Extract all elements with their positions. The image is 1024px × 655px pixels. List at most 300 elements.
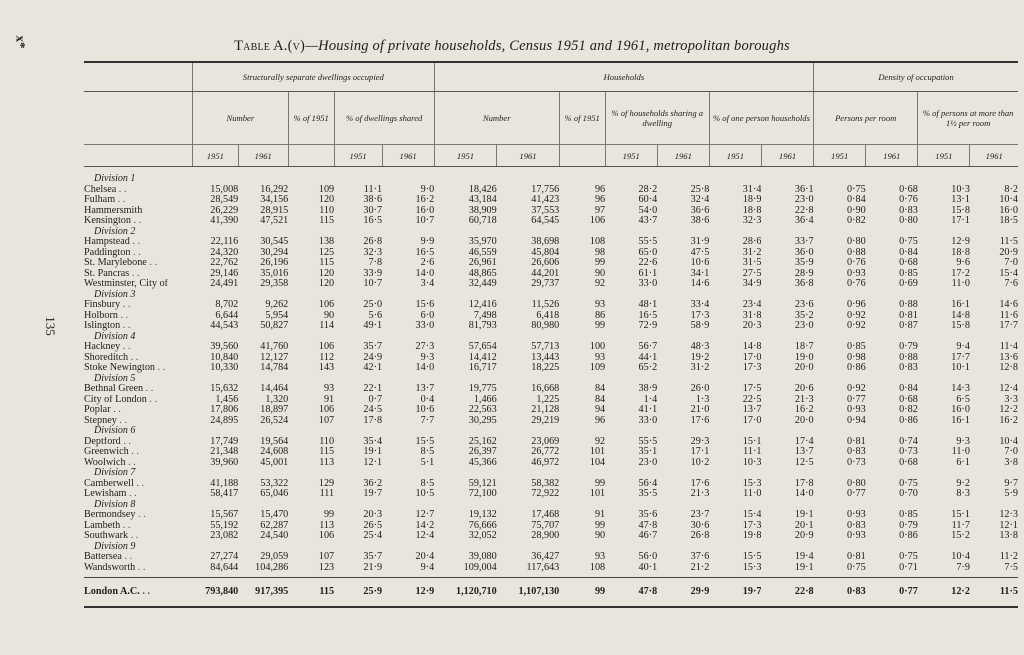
row-label	[84, 353, 192, 364]
leader-dots: . .	[132, 247, 141, 258]
value-cell: 12·4	[999, 384, 1018, 394]
value-cell: 0·76	[847, 279, 866, 289]
value-cell: 0·4	[420, 394, 435, 405]
value-cell: 99	[594, 258, 606, 268]
value-cell: 36·6	[690, 205, 710, 216]
value-cell: 9·4	[956, 342, 970, 352]
header-year: 1951	[605, 145, 657, 167]
value-cell: 7·5	[1004, 562, 1018, 573]
value-cell: 15·5	[415, 436, 435, 447]
value-cell: 44,201	[531, 268, 560, 279]
division-heading: Division 8	[94, 499, 136, 510]
value-cell: 0·68	[899, 457, 918, 468]
value-cell: 108	[589, 237, 606, 247]
value-cell: 31·2	[742, 247, 762, 258]
value-cell: 15·8	[951, 321, 970, 331]
leader-dots: . .	[128, 489, 137, 499]
header-year-blank	[559, 145, 605, 167]
value-cell: 17·5	[742, 384, 762, 394]
value-cell: 20·4	[415, 552, 435, 562]
value-cell: 58,382	[531, 478, 560, 489]
value-cell: 104,286	[255, 562, 289, 573]
value-cell: 34,156	[260, 195, 289, 205]
value-cell: 41·1	[638, 405, 658, 415]
value-cell: 106	[318, 405, 335, 415]
value-cell: 0·83	[814, 578, 866, 608]
division-heading-row	[84, 500, 1018, 511]
borough-row	[84, 195, 1018, 206]
value-cell: 0·81	[847, 436, 866, 447]
value-cell: 10·2	[690, 457, 710, 468]
value-cell: 0·76	[899, 195, 918, 205]
value-cell: 16·0	[951, 405, 970, 415]
value-cell: 9·3	[956, 436, 970, 447]
value-cell: 29,146	[210, 268, 239, 279]
value-cell: 2·6	[420, 258, 435, 268]
header-pct-shared: % of dwellings shared	[334, 92, 434, 145]
value-cell: 59,121	[468, 478, 497, 489]
value-cell: 47,521	[260, 216, 289, 226]
row-label	[84, 395, 192, 406]
header-year-blank	[288, 145, 334, 167]
row-label	[84, 185, 192, 196]
value-cell: 14·8	[951, 310, 970, 321]
borough-row	[84, 489, 1018, 500]
borough-name: Lewisham	[84, 489, 127, 499]
value-cell: 10·7	[363, 279, 383, 289]
value-cell: 36·1	[794, 184, 814, 195]
borough-name: Chelsea	[84, 184, 117, 195]
value-cell: 109	[589, 363, 606, 373]
row-label	[84, 531, 192, 542]
leader-dots: . .	[122, 342, 131, 352]
value-cell: 17,468	[531, 510, 560, 520]
value-cell: 19·7	[709, 578, 761, 608]
value-cell: 0·87	[899, 321, 918, 331]
value-cell: 56·0	[638, 552, 658, 562]
value-cell: 10·4	[951, 552, 970, 562]
value-cell: 17·3	[690, 310, 710, 321]
header-group-density: Density of occupation	[814, 62, 1018, 92]
value-cell: 917,395	[238, 578, 288, 608]
value-cell: 65,046	[260, 489, 289, 499]
value-cell: 22,563	[468, 405, 497, 415]
value-cell: 94	[594, 405, 606, 415]
value-cell: 120	[318, 279, 335, 289]
value-cell: 20·6	[794, 384, 814, 394]
header-blank	[84, 62, 192, 92]
value-cell: 15,567	[210, 510, 239, 520]
borough-name: Finsbury	[84, 300, 121, 310]
value-cell: 143	[318, 363, 335, 373]
value-cell: 0·82	[847, 216, 866, 226]
header-year: 1951	[434, 145, 497, 167]
value-cell: 0·96	[847, 300, 866, 310]
value-cell: 19·4	[794, 552, 814, 562]
value-cell: 12·1	[363, 457, 383, 468]
leader-dots: . .	[145, 384, 154, 394]
value-cell: 0·92	[847, 310, 866, 321]
header-year: 1951	[192, 145, 238, 167]
header-year: 1961	[382, 145, 434, 167]
value-cell: 25·9	[334, 578, 382, 608]
value-cell: 31·4	[742, 184, 762, 195]
value-cell: 26,196	[260, 258, 289, 268]
value-cell: 0·93	[847, 268, 866, 279]
header-year: 1951	[814, 145, 866, 167]
value-cell: 32,052	[468, 531, 497, 541]
value-cell: 11·5	[999, 237, 1018, 247]
value-cell: 12·1	[999, 520, 1018, 531]
value-cell: 28·2	[638, 184, 658, 195]
leader-dots: . .	[132, 237, 141, 247]
value-cell: 20·9	[794, 531, 814, 541]
value-cell: 26·5	[363, 520, 383, 531]
row-label	[84, 489, 192, 500]
header-persons-per-room: Persons per room	[814, 92, 918, 145]
value-cell: 8·3	[956, 489, 970, 499]
value-cell: 0·76	[847, 258, 866, 268]
row-label	[84, 552, 192, 563]
row-label	[84, 269, 192, 280]
value-cell: 22·5	[742, 394, 762, 405]
value-cell: 5·9	[1004, 489, 1018, 499]
value-cell: 49·1	[363, 321, 383, 331]
value-cell: 0·84	[899, 247, 918, 258]
value-cell: 23,082	[210, 531, 239, 541]
value-cell: 93	[323, 384, 335, 394]
value-cell: 38·6	[690, 216, 710, 226]
division-heading-row	[84, 332, 1018, 343]
value-cell: 793,840	[192, 578, 238, 608]
row-label	[84, 195, 192, 206]
value-cell: 99	[594, 321, 606, 331]
value-cell: 16·2	[999, 415, 1018, 426]
value-cell: 12·5	[794, 457, 814, 468]
value-cell: 12,416	[468, 300, 497, 310]
value-cell: 0·86	[899, 415, 918, 426]
value-cell: 30·7	[363, 205, 383, 216]
value-cell: 19,775	[468, 384, 497, 394]
value-cell: 10,330	[210, 363, 239, 373]
value-cell: 19·0	[794, 352, 814, 363]
value-cell: 75,707	[531, 520, 560, 531]
value-cell: 23·6	[794, 300, 814, 310]
value-cell: 0·80	[847, 478, 866, 489]
leader-dots: . .	[149, 258, 157, 268]
value-cell: 0·77	[866, 578, 918, 608]
value-cell: 26·8	[690, 531, 710, 541]
header-year: 1951	[709, 145, 761, 167]
value-cell: 123	[318, 562, 335, 573]
value-cell: 41,423	[531, 195, 560, 205]
value-cell: 26,229	[210, 205, 239, 216]
row-label	[84, 342, 192, 353]
value-cell: 26,524	[260, 415, 289, 426]
borough-row	[84, 342, 1018, 353]
value-cell: 24·5	[363, 405, 383, 415]
value-cell: 16,668	[531, 384, 560, 394]
header-pct-one-person: % of one person households	[709, 92, 813, 145]
value-cell: 115	[319, 258, 335, 268]
value-cell: 39,560	[210, 342, 239, 352]
value-cell: 31·8	[742, 310, 762, 321]
value-cell: 14·3	[951, 384, 970, 394]
value-cell: 22,116	[210, 237, 239, 247]
header-year: 1961	[866, 145, 918, 167]
division-heading: Division 3	[94, 289, 136, 300]
value-cell: 21·0	[690, 405, 710, 415]
value-cell: 107	[318, 552, 335, 562]
row-label	[84, 578, 192, 608]
borough-name: Southwark	[84, 531, 129, 541]
value-cell: 35·6	[638, 510, 658, 520]
value-cell: 32·3	[363, 247, 383, 258]
value-cell: 56·4	[638, 478, 658, 489]
value-cell: 114	[319, 321, 335, 331]
leader-dots: . .	[128, 457, 136, 468]
value-cell: 17·1	[951, 216, 970, 226]
row-label	[84, 405, 192, 416]
borough-name: Hackney	[84, 342, 121, 352]
value-cell: 20·0	[794, 415, 814, 426]
value-cell: 56·7	[638, 342, 658, 352]
leader-dots: . .	[120, 310, 129, 321]
value-cell: 13·6	[999, 352, 1018, 363]
value-cell: 84	[594, 384, 606, 394]
value-cell: 0·80	[847, 237, 866, 247]
borough-row	[84, 384, 1018, 395]
value-cell: 12·3	[999, 510, 1018, 520]
division-heading: Division 4	[94, 331, 136, 342]
borough-row	[84, 216, 1018, 227]
value-cell: 0·84	[847, 195, 866, 205]
value-cell: 33·0	[415, 321, 435, 331]
value-cell: 21,128	[531, 405, 560, 415]
value-cell: 11·1	[743, 447, 762, 457]
value-cell: 0·93	[847, 405, 866, 415]
value-cell: 22,762	[210, 258, 239, 268]
value-cell: 17·4	[794, 436, 814, 447]
value-cell: 17·7	[951, 352, 970, 363]
borough-row	[84, 269, 1018, 280]
value-cell: 101	[589, 447, 606, 457]
value-cell: 17,749	[210, 436, 239, 447]
borough-name: Stoke Newington	[84, 363, 156, 373]
value-cell: 20·3	[363, 510, 383, 520]
borough-row	[84, 552, 1018, 563]
borough-row	[84, 300, 1018, 311]
value-cell: 29·3	[690, 436, 710, 447]
value-cell: 30·6	[690, 520, 710, 531]
borough-row	[84, 531, 1018, 542]
value-cell: 48·3	[690, 342, 710, 352]
value-cell: 34·1	[690, 268, 710, 279]
value-cell: 117,643	[526, 562, 560, 573]
value-cell: 14·6	[690, 279, 710, 289]
value-cell: 55,192	[210, 520, 239, 531]
value-cell: 26,397	[468, 447, 497, 457]
borough-row	[84, 416, 1018, 427]
value-cell: 8·2	[1004, 184, 1018, 195]
borough-name: Westminster, City of	[84, 279, 168, 289]
value-cell: 0·83	[899, 205, 918, 216]
borough-row	[84, 563, 1018, 574]
value-cell: 12·2	[999, 405, 1018, 415]
value-cell: 18·7	[794, 342, 814, 352]
value-cell: 24,491	[210, 279, 239, 289]
row-label	[84, 258, 192, 269]
value-cell: 14,784	[260, 363, 289, 373]
value-cell: 7·8	[368, 258, 383, 268]
value-cell: 17·7	[999, 321, 1018, 331]
value-cell: 37,553	[531, 205, 560, 216]
value-cell: 38·9	[638, 384, 658, 394]
value-cell: 21·3	[690, 489, 710, 499]
value-cell: 99	[323, 510, 335, 520]
value-cell: 3·4	[420, 279, 435, 289]
header-year: 1951	[334, 145, 382, 167]
value-cell: 17·2	[951, 268, 970, 279]
borough-name: Fulham	[84, 195, 116, 205]
borough-row	[84, 311, 1018, 322]
value-cell: 23,069	[531, 436, 560, 447]
value-cell: 29,219	[531, 415, 560, 426]
value-cell: 10·6	[690, 258, 710, 268]
borough-name: Lambeth	[84, 520, 121, 531]
borough-row	[84, 458, 1018, 469]
value-cell: 111	[319, 489, 335, 499]
borough-name: Bethnal Green	[84, 384, 144, 394]
value-cell: 33·4	[690, 300, 710, 310]
value-cell: 1,107,130	[497, 578, 560, 608]
value-cell: 9·4	[420, 562, 435, 573]
header-group-households: Households	[434, 62, 813, 92]
value-cell: 30,294	[260, 247, 289, 258]
value-cell: 110	[319, 205, 335, 216]
value-cell: 6·1	[956, 457, 970, 468]
value-cell: 1·4	[643, 394, 658, 405]
value-cell: 0·94	[847, 415, 866, 426]
value-cell: 38·6	[363, 195, 383, 205]
value-cell: 29·9	[657, 578, 709, 608]
value-cell: 29,059	[260, 552, 289, 562]
value-cell: 38,909	[468, 205, 497, 216]
value-cell: 21·2	[690, 562, 710, 573]
value-cell: 90	[594, 268, 606, 279]
value-cell: 18·8	[742, 205, 762, 216]
borough-row	[84, 521, 1018, 532]
value-cell: 14·0	[794, 489, 814, 499]
value-cell: 80,980	[531, 321, 560, 331]
row-label	[84, 510, 192, 521]
value-cell: 31·2	[690, 363, 710, 373]
value-cell: 1,225	[536, 394, 560, 405]
header-group-dwellings: Structurally separate dwellings occupied	[192, 62, 434, 92]
header-pct-overcrowded: % of persons at more than 1½ per room	[918, 92, 1018, 145]
value-cell: 100	[589, 342, 606, 352]
value-cell: 21·3	[794, 394, 814, 405]
value-cell: 96	[594, 184, 606, 195]
value-cell: 125	[318, 247, 335, 258]
value-cell: 19,564	[260, 436, 289, 447]
value-cell: 14,412	[468, 352, 497, 363]
leader-dots: . .	[118, 184, 127, 195]
value-cell: 13·1	[951, 195, 970, 205]
value-cell: 41,390	[210, 216, 239, 226]
borough-name: Hammersmith	[84, 205, 143, 216]
value-cell: 99	[594, 478, 606, 489]
borough-row	[84, 279, 1018, 290]
borough-row	[84, 405, 1018, 416]
value-cell: 20·9	[999, 247, 1018, 258]
row-label	[84, 279, 192, 290]
row-label	[84, 216, 192, 227]
value-cell: 13·7	[742, 405, 762, 415]
header-blank-2	[84, 92, 192, 145]
value-cell: 50,827	[260, 321, 289, 331]
value-cell: 18·5	[999, 216, 1018, 226]
value-cell: 6,418	[536, 310, 560, 321]
leader-dots: . .	[136, 478, 144, 489]
value-cell: 93	[594, 352, 606, 363]
borough-row	[84, 363, 1018, 374]
value-cell: 57,654	[468, 342, 497, 352]
value-cell: 19·1	[363, 447, 383, 457]
header-number-households: Number	[434, 92, 559, 145]
leader-dots: . .	[131, 268, 140, 279]
value-cell: 36·0	[794, 247, 814, 258]
value-cell: 20·1	[794, 520, 814, 531]
table-title-text: —Housing of private households, Census 1951 and 1961, metropolitan boroughs	[305, 38, 790, 54]
value-cell: 19·8	[742, 531, 762, 541]
row-label	[84, 321, 192, 332]
value-cell: 91	[323, 394, 335, 405]
housing-table	[84, 61, 1018, 608]
value-cell: 13·7	[794, 447, 814, 457]
value-cell: 0·86	[847, 363, 866, 373]
value-cell: 22·8	[794, 205, 814, 216]
value-cell: 45,366	[468, 457, 497, 468]
table-title	[0, 35, 1024, 55]
division-heading-row	[84, 227, 1018, 238]
value-cell: 0·79	[899, 342, 918, 352]
value-cell: 113	[319, 457, 335, 468]
value-cell: 92	[594, 279, 606, 289]
value-cell: 32·4	[690, 195, 710, 205]
value-cell: 14·0	[415, 268, 435, 279]
value-cell: 35·4	[363, 436, 383, 447]
borough-name: Deptford	[84, 436, 121, 447]
value-cell: 15·1	[742, 436, 762, 447]
header-pct-1951: % of 1951	[288, 92, 334, 145]
value-cell: 37·6	[690, 552, 710, 562]
value-cell: 17·3	[742, 363, 762, 373]
value-cell: 31·5	[742, 258, 762, 268]
borough-name: Camberwell	[84, 478, 134, 489]
value-cell: 92	[594, 436, 606, 447]
leader-dots: . .	[113, 405, 121, 415]
leader-dots: . .	[122, 520, 131, 531]
borough-name: Kensington	[84, 216, 131, 226]
value-cell: 23·0	[794, 321, 814, 331]
value-cell: 15·4	[742, 510, 762, 520]
value-cell: 25·8	[690, 184, 710, 195]
borough-name: Paddington	[84, 247, 131, 258]
value-cell: 138	[318, 237, 335, 247]
value-cell: 10,840	[210, 352, 239, 363]
row-label	[84, 437, 192, 448]
